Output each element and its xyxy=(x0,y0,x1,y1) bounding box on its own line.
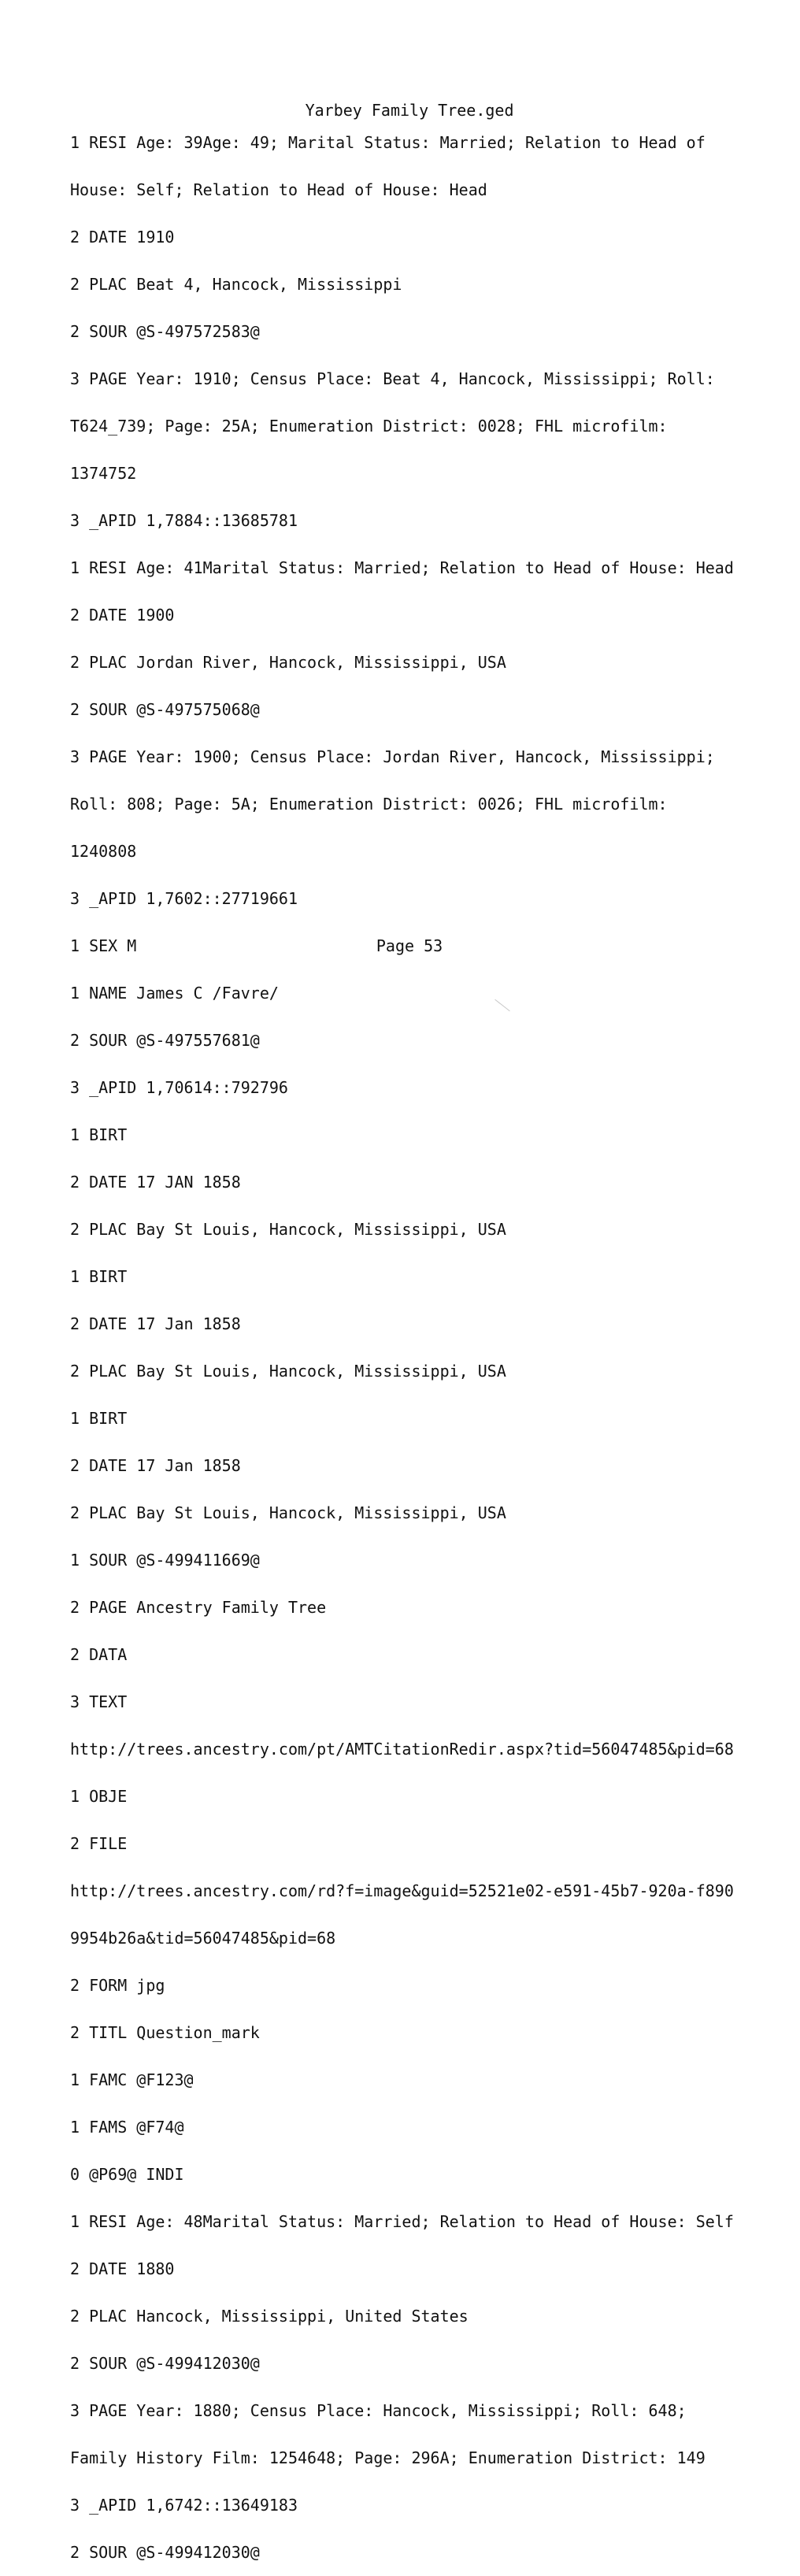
document-title: Yarbey Family Tree.ged xyxy=(305,101,514,120)
gedcom-line: 2 PLAC Bay St Louis, Hancock, Mississippi, USA xyxy=(70,1220,506,1239)
gedcom-line: 2 PLAC Jordan River, Hancock, Mississippi, USA xyxy=(70,653,506,672)
gedcom-line: 2 PLAC Beat 4, Hancock, Mississippi xyxy=(70,275,402,294)
gedcom-line: House: Self; Relation to Head of House: Head xyxy=(70,180,487,199)
gedcom-line: 2 FORM jpg xyxy=(70,1976,165,1995)
gedcom-line: 1 BIRT xyxy=(70,1409,128,1428)
gedcom-line: 3 PAGE Year: 1910; Census Place: Beat 4, Hancock, Mississippi; Roll: xyxy=(70,369,715,388)
gedcom-line: 3 PAGE Year: 1900; Census Place: Jordan River, Hancock, Mississippi; xyxy=(70,747,715,766)
gedcom-line: 1 NAME James C /Favre/ xyxy=(70,984,279,1003)
gedcom-line: 1 SEX M xyxy=(70,936,137,955)
gedcom-line: 1 FAMS @F74@ xyxy=(70,2118,184,2137)
gedcom-line: 2 DATE 17 JAN 1858 xyxy=(70,1173,241,1192)
gedcom-line: 2 DATE 17 Jan 1858 xyxy=(70,1456,241,1475)
gedcom-line: 2 DATE 17 Jan 1858 xyxy=(70,1314,241,1333)
gedcom-line: 3 TEXT xyxy=(70,1692,128,1711)
gedcom-line: http://trees.ancestry.com/pt/AMTCitationRedir.aspx?tid=56047485&pid=68 xyxy=(70,1740,734,1759)
gedcom-line: 1 RESI Age: 41Marital Status: Married; Relation to Head of House: Head xyxy=(70,558,734,577)
gedcom-line: 2 TITL Question_mark xyxy=(70,2023,260,2042)
gedcom-line: 2 DATE 1880 xyxy=(70,2259,175,2278)
gedcom-line: T624_739; Page: 25A; Enumeration District: 0028; FHL microfilm: xyxy=(70,417,668,436)
gedcom-line: 1 RESI Age: 48Marital Status: Married; Relation to Head of House: Self xyxy=(70,2212,734,2231)
gedcom-line: 2 SOUR @S-499412030@ xyxy=(70,2543,260,2562)
gedcom-line: 1 BIRT xyxy=(70,1267,128,1286)
gedcom-line: 9954b26a&tid=56047485&pid=68 xyxy=(70,1929,336,1948)
gedcom-line: 3 _APID 1,7884::13685781 xyxy=(70,511,298,530)
page-number: Page 53 xyxy=(376,936,443,955)
gedcom-line: 2 FILE xyxy=(70,1834,128,1853)
gedcom-line: 2 DATA xyxy=(70,1645,128,1664)
gedcom-line: Roll: 808; Page: 5A; Enumeration District: 0026; FHL microfilm: xyxy=(70,795,668,814)
gedcom-line: 2 PLAC Bay St Louis, Hancock, Mississippi, USA xyxy=(70,1503,506,1522)
gedcom-line: http://trees.ancestry.com/rd?f=image&guid=52521e02-e591-45b7-920a-f890 xyxy=(70,1881,734,1900)
gedcom-line: 3 _APID 1,70614::792796 xyxy=(70,1078,288,1097)
gedcom-line: 1 BIRT xyxy=(70,1125,128,1144)
gedcom-line: 2 SOUR @S-497557681@ xyxy=(70,1031,260,1050)
gedcom-line: 1240808 xyxy=(70,842,137,861)
gedcom-line: 3 PAGE Year: 1880; Census Place: Hancock, Mississippi; Roll: 648; xyxy=(70,2401,687,2420)
gedcom-line: 1374752 xyxy=(70,464,137,483)
gedcom-line: 3 _APID 1,6742::13649183 xyxy=(70,2496,298,2515)
gedcom-line: 2 PLAC Bay St Louis, Hancock, Mississippi, USA xyxy=(70,1362,506,1381)
gedcom-line: 1 FAMC @F123@ xyxy=(70,2070,194,2089)
gedcom-line: 2 SOUR @S-497572583@ xyxy=(70,322,260,341)
gedcom-line: 1 RESI Age: 39Age: 49; Marital Status: Married; Relation to Head of xyxy=(70,133,706,152)
gedcom-line: 1 OBJE xyxy=(70,1787,128,1806)
gedcom-line: 3 _APID 1,7602::27719661 xyxy=(70,889,298,908)
gedcom-line: 1 SOUR @S-499411669@ xyxy=(70,1551,260,1570)
gedcom-line: Family History Film: 1254648; Page: 296A; Enumeration District: 149 xyxy=(70,2448,706,2467)
gedcom-line: 2 PAGE Ancestry Family Tree xyxy=(70,1598,327,1617)
gedcom-line: 0 @P69@ INDI xyxy=(70,2165,184,2184)
gedcom-line: 2 DATE 1900 xyxy=(70,606,175,625)
gedcom-line: 2 SOUR @S-497575068@ xyxy=(70,700,260,719)
gedcom-text-block xyxy=(70,103,763,2576)
page-footer xyxy=(0,922,800,954)
gedcom-line: 2 PLAC Hancock, Mississippi, United States xyxy=(70,2307,469,2326)
gedcom-line: 2 DATE 1910 xyxy=(70,228,175,246)
gedcom-line: 2 SOUR @S-499412030@ xyxy=(70,2354,260,2373)
